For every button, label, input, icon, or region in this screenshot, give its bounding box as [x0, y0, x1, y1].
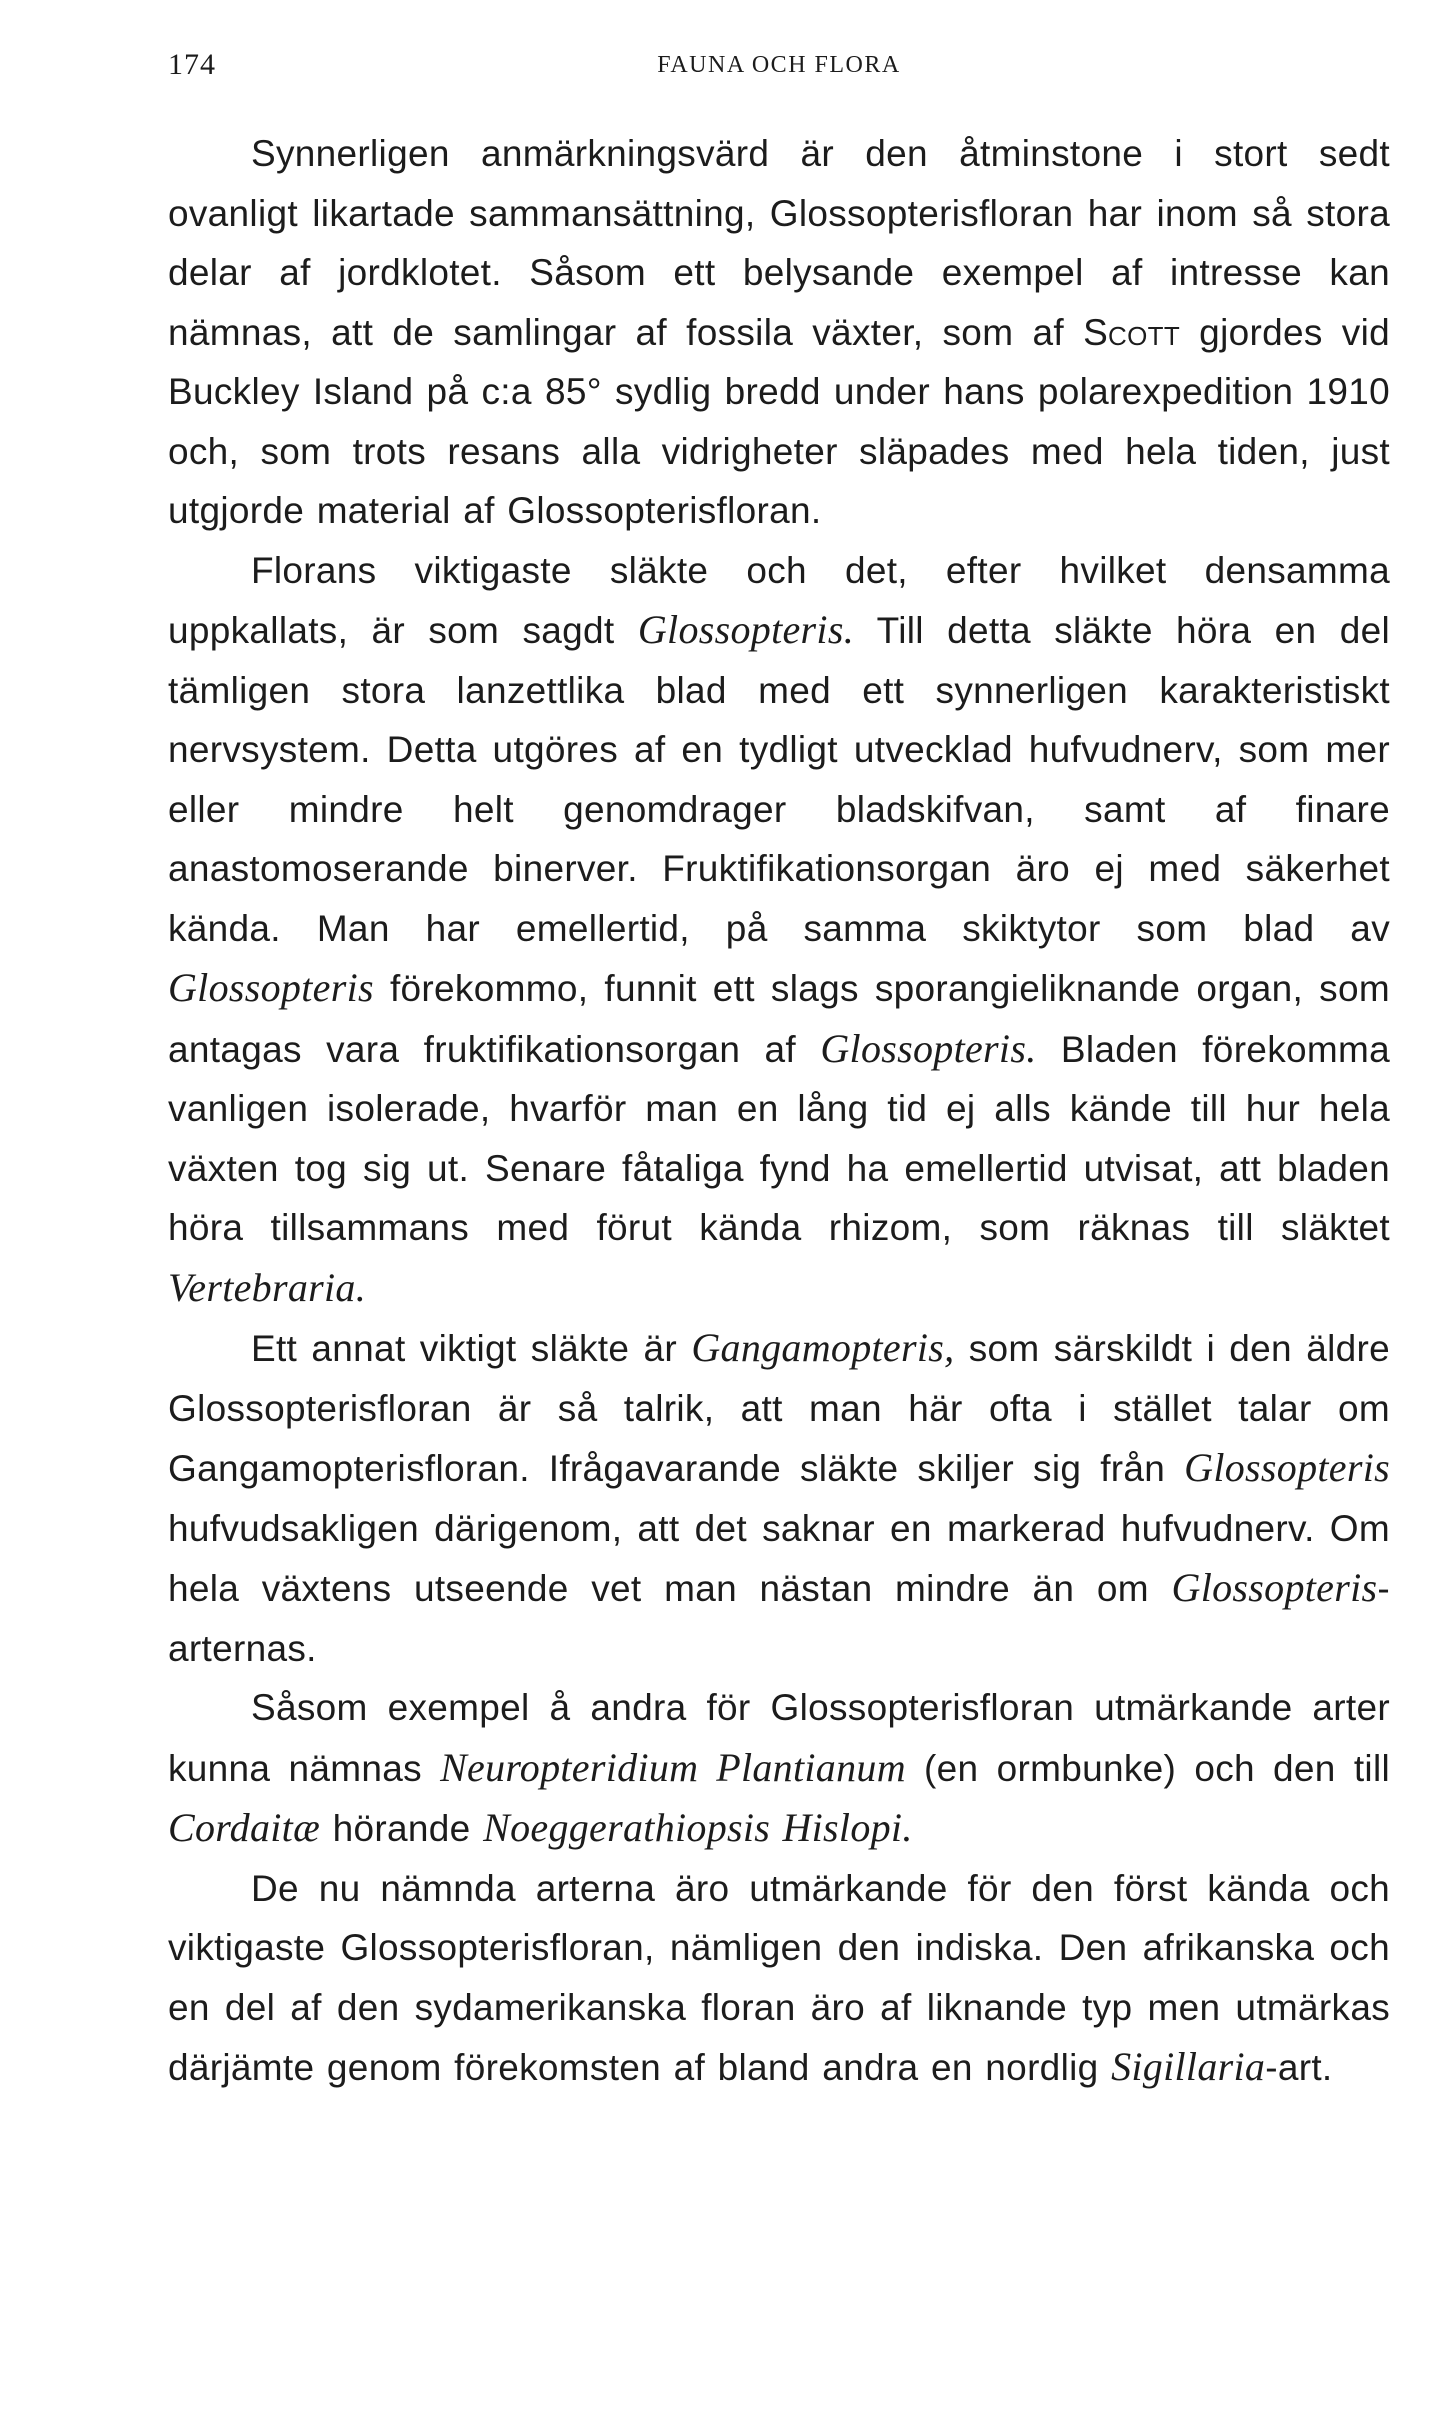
paragraph-p3	[168, 1318, 1390, 1678]
text-run: Såsom exempel å andra för Glossopterisfloran utmärkande arter kunna nämnas	[168, 1687, 1390, 1789]
text-run: Bladen förekomma vanligen isolerade, hvarför man en lång tid ej alls kände till hur hela växten tog sig ut. Senare fåtaliga fynd ha emellertid utvisat, att bladen höra tillsammans med förut kända rhizom, som räknas till släktet	[168, 1028, 1390, 1248]
paragraph-p1	[168, 124, 1390, 541]
text-run: förekommo, funnit ett slags sporangieliknande organ, som antagas vara fruktifikationsorgan af	[168, 968, 1390, 1070]
italic-term: Cordaitæ	[168, 1805, 321, 1850]
italic-term: Glossopteris.	[637, 607, 855, 652]
paragraph-p2	[168, 541, 1390, 1319]
text-run: hörande	[320, 1808, 484, 1849]
text-run: De nu nämnda arterna äro utmärkande för den först kända och viktigaste Glossopterisfloran, nämligen den indiska. Den afrikanska och en del af den sydamerikanska floran äro af liknande typ men utmärkas därjämte genom förekomsten af bland andra en nordlig	[168, 1867, 1390, 2088]
italic-term: Sigillaria	[1111, 2044, 1266, 2089]
italic-term: Neuropteridium Plantianum	[440, 1744, 906, 1790]
text-run: Synnerligen anmärkningsvärd är den åtminstone i stort sedt ovanligt likartade sammansättning, Glossopterisfloran har inom så stora delar af jordklotet. Såsom ett belysande exempel af intresse kan nämnas, att de samlingar af fossila växter, som af	[168, 133, 1390, 353]
italic-term: Gangamopteris,	[691, 1325, 955, 1370]
italic-term: Glossopteris	[1171, 1565, 1378, 1610]
text-run: Florans viktigaste släkte och det, efter hvilket densamma uppkallats, är som sagdt	[168, 549, 1390, 651]
paragraph-p5	[168, 1859, 1390, 2098]
text-run: som särskildt i den äldre Glossopterisfloran är så talrik, att man här ofta i stället talar om Gangamopterisfloran. Ifrågavarande släkte skiljer sig från	[168, 1328, 1390, 1489]
page-header	[168, 48, 1390, 88]
text-run: gjordes vid Buckley Island på c:a 85° sydlig bredd under hans polarexpedition 1910 och, som trots resans alla vidrigheter släpades med hela tiden, just utgjorde material af Glossopterisfloran.	[168, 311, 1390, 531]
italic-term: Glossopteris	[168, 965, 374, 1010]
body-text	[168, 124, 1390, 2098]
paragraph-p4	[168, 1678, 1390, 1859]
italic-term: Noeggerathiopsis Hislopi.	[483, 1805, 913, 1850]
author-name: Scott	[1083, 311, 1181, 353]
italic-term: Glossopteris	[1184, 1445, 1390, 1490]
text-run: -art.	[1265, 2047, 1333, 2088]
text-run: -arternas.	[168, 1568, 1390, 1669]
text-run: (en ormbunke) och den till	[905, 1747, 1390, 1789]
text-run: Ett annat viktigt släkte är	[251, 1328, 692, 1369]
page-number: 174	[168, 48, 216, 81]
running-title: FAUNA OCH FLORA	[657, 52, 901, 78]
italic-term: Vertebraria.	[168, 1264, 367, 1310]
italic-term: Glossopteris.	[820, 1025, 1037, 1071]
text-run: Till detta släkte höra en del tämligen stora lanzettlika blad med ett synnerligen karakteristiskt nervsystem. Detta utgöres af en tydligt utvecklad hufvudnerv, som mer eller mindre helt genomdrager bladskifvan, samt af finare anastomoserande binerver. Fruktifikationsorgan äro ej med säkerhet kända. Man har emellertid, på samma skiktytor som blad av	[168, 610, 1390, 949]
text-run: hufvudsakligen därigenom, att det saknar en markerad hufvudnerv. Om hela växtens utseende vet man nästan mindre än om	[168, 1507, 1390, 1609]
